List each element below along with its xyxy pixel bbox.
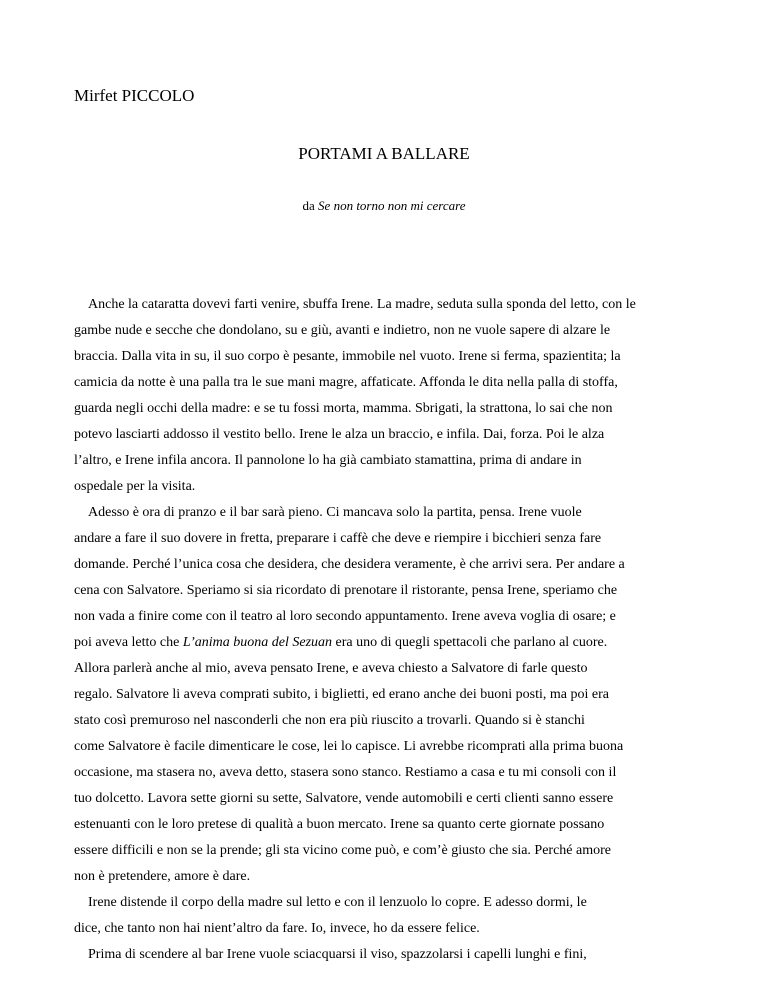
body-line: guarda negli occhi della madre: e se tu fossi morta, mamma. Sbrigati, la strattona, lo sai che non: [74, 401, 613, 416]
body-line: Adesso è ora di pranzo e il bar sarà pieno. Ci mancava solo la partita, pensa. Irene vuole: [88, 505, 582, 520]
body-line: non è pretendere, amore è dare.: [74, 869, 251, 884]
body-line: non vada a finire come con il teatro al loro secondo appuntamento. Irene aveva voglia di osare; e: [74, 609, 616, 624]
body-line: Irene distende il corpo della madre sul letto e con il lenzuolo lo copre. E adesso dormi, le: [88, 895, 587, 910]
body-line: estenuanti con le loro pretese di qualità a buon mercato. Irene sa quanto certe giornate possano: [74, 817, 605, 832]
body-line: Allora parlerà anche al mio, aveva pensato Irene, e aveva chiesto a Salvatore di farle questo: [74, 661, 588, 676]
author-name: Mirfet PICCOLO: [74, 86, 195, 105]
body-line: camicia da notte è una palla tra le sue mani magre, affaticate. Affonda le dita nella palla di stoffa,: [74, 375, 618, 390]
body-line: essere difficili e non se la prende; gli sta vicino come può, e com’è giusto che sia. Perché amore: [74, 843, 612, 858]
body-line: cena con Salvatore. Speriamo si sia ricordato di prenotare il ristorante, pensa Irene, speriamo che: [74, 583, 618, 598]
body-line: Anche la cataratta dovevi farti venire, sbuffa Irene. La madre, seduta sulla sponda del letto, con le: [88, 297, 636, 312]
body-line: l’altro, e Irene infila ancora. Il pannolone lo ha già cambiato stamattina, prima di andare in: [74, 453, 582, 468]
body-line: andare a fare il suo dovere in fretta, preparare i caffè che deve e riempire i bicchieri senza fare: [74, 531, 602, 546]
body-line: stato così premuroso nel nasconderli che non era più riuscito a trovarli. Quando si è stanchi: [74, 713, 585, 728]
body-line: tuo dolcetto. Lavora sette giorni su sette, Salvatore, vende automobili e certi clienti sanno essere: [74, 791, 614, 806]
story-body: [74, 292, 714, 968]
story-title: PORTAMI A BALLARE: [298, 144, 470, 163]
body-line: come Salvatore è facile dimenticare le cose, lei lo capisce. Li avrebbe ricomprati alla prima buona: [74, 739, 624, 754]
body-line: dice, che tanto non hai nient’altro da fare. Io, invece, ho da essere felice.: [74, 921, 480, 936]
body-line: gambe nude e secche che dondolano, su e giù, avanti e indietro, non ne vuole sapere di alzare le: [74, 323, 611, 338]
body-line: ospedale per la visita.: [74, 479, 196, 494]
body-line: [74, 630, 714, 656]
body-line-part: poi aveva letto che: [74, 635, 183, 650]
body-line-part: era uno di quegli spettacoli che parlano al cuore.: [332, 635, 608, 650]
body-line: domande. Perché l’unica cosa che desidera, che desidera veramente, è che arrivi sera. Per andare a: [74, 557, 625, 572]
source-line: [0, 198, 768, 214]
source-prefix: da: [302, 198, 319, 213]
source-book-title: Se non torno non mi cercare: [318, 198, 466, 213]
body-line: potevo lasciarti addosso il vestito bello. Irene le alza un braccio, e infila. Dai, forza. Poi le alza: [74, 427, 605, 442]
body-line: regalo. Salvatore li aveva comprati subito, i biglietti, ed erano anche dei buoni posti, ma poi era: [74, 687, 609, 702]
body-line: occasione, ma stasera no, aveva detto, stasera sono stanco. Restiamo a casa e tu mi consoli con il: [74, 765, 617, 780]
body-line: Prima di scendere al bar Irene vuole sciacquarsi il viso, spazzolarsi i capelli lunghi e fini,: [88, 947, 587, 962]
play-title: L’anima buona del Sezuan: [182, 635, 333, 650]
body-line: braccia. Dalla vita in su, il suo corpo è pesante, immobile nel vuoto. Irene si ferma, spazientita; la: [74, 349, 621, 364]
